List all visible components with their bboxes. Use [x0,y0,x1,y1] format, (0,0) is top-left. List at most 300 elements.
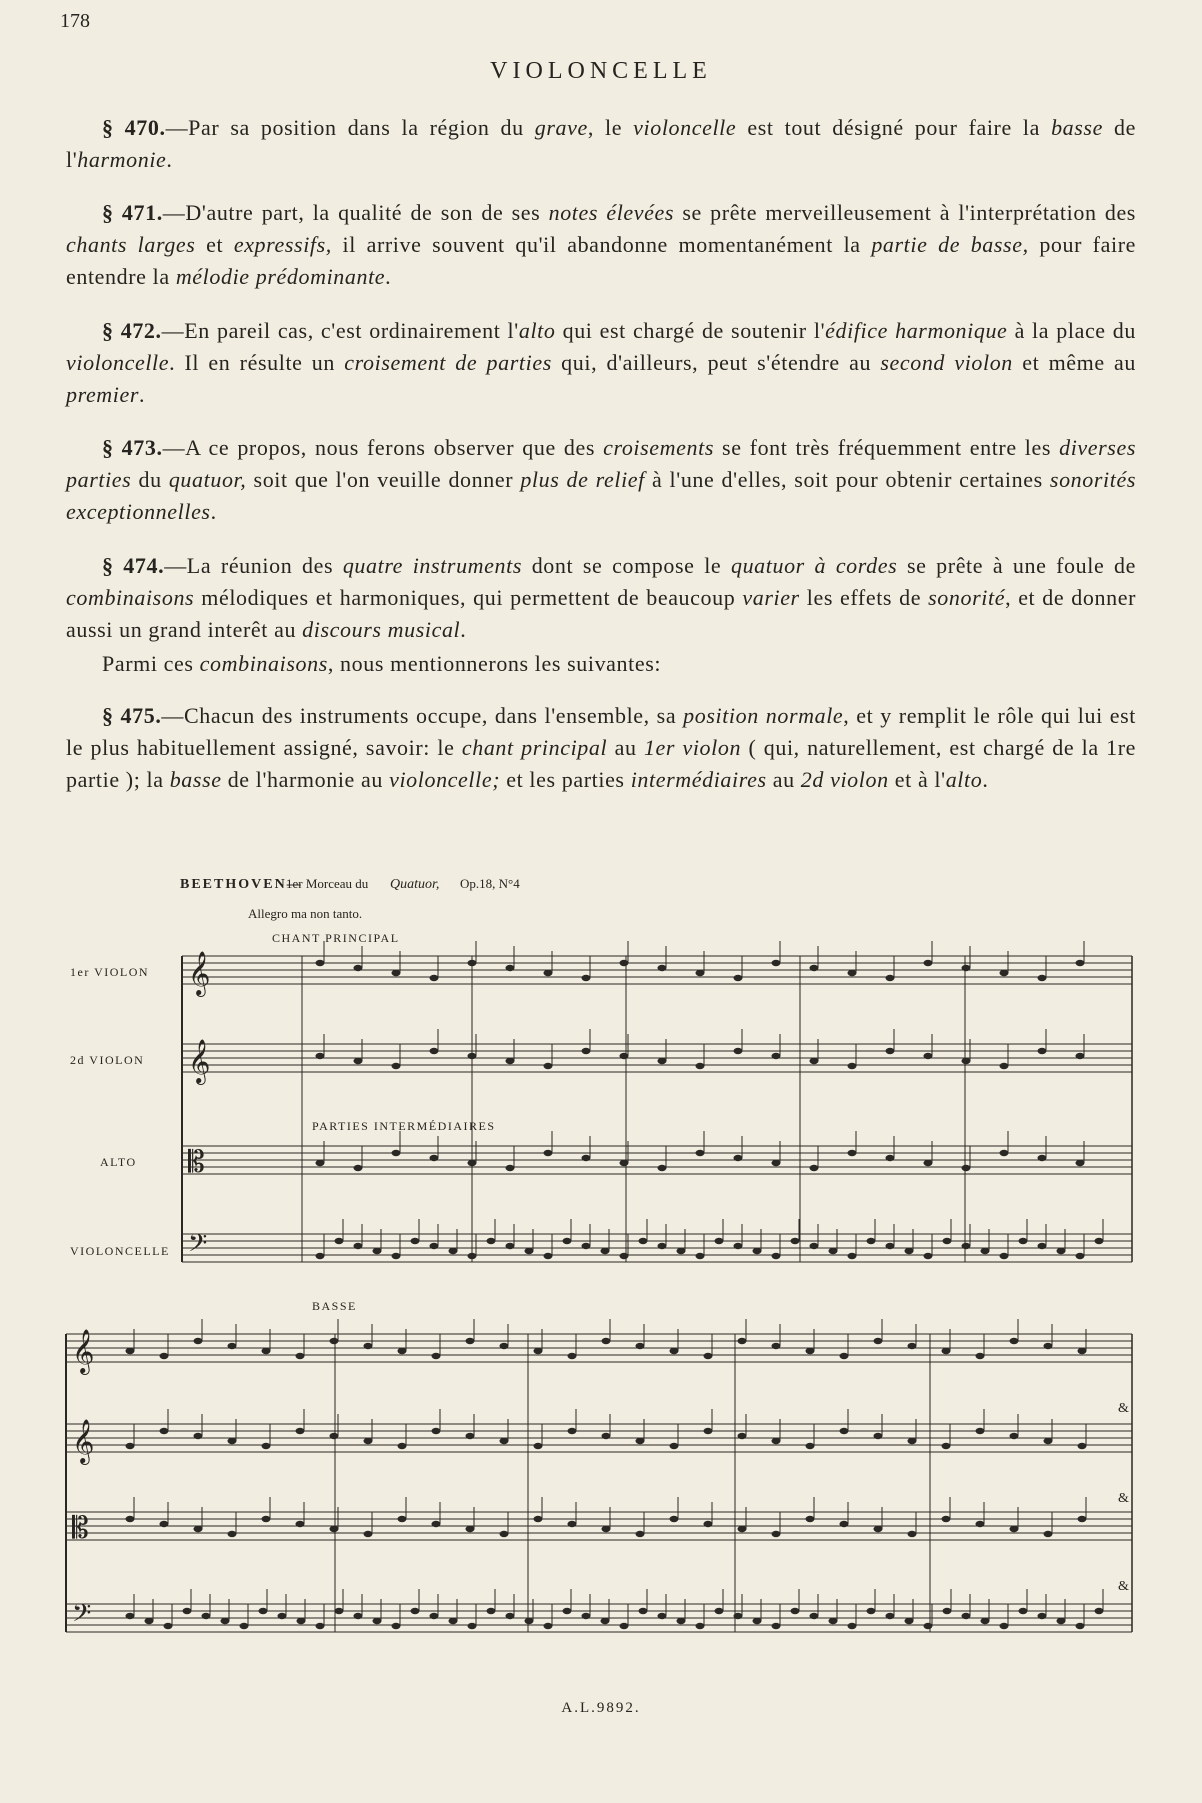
emphasis-text: combinaisons [199,651,328,676]
section-number: § 471. [102,200,163,225]
note-head [487,1608,496,1614]
emphasis-text: diverses parties [66,435,1136,492]
note-head [354,1613,363,1619]
emphasis-text: mélodie prédominante [175,264,386,289]
alto-clef-icon: 𝄡 [72,1512,89,1545]
note-head [867,1608,876,1614]
note-head [194,1338,203,1344]
note-head [354,1165,363,1171]
score-title: Quatuor, [390,877,440,892]
emphasis-text: violoncelle [633,115,737,140]
note-head [430,1613,439,1619]
note-head [1038,975,1047,981]
note-head [316,1623,325,1629]
note-head [924,1053,933,1059]
note-head [194,1526,203,1532]
note-head [810,965,819,971]
staff-label-alto: ALTO [100,1155,137,1169]
score-work: 1er Morceau du [286,876,369,891]
note-head [525,1618,534,1624]
note-head [1076,1253,1085,1259]
note-head [806,1516,815,1522]
note-head [1019,1608,1028,1614]
note-head [316,1160,325,1166]
note-head [886,1155,895,1161]
note-head [563,1608,572,1614]
note-head [432,1353,441,1359]
note-head [1038,1155,1047,1161]
note-head [1057,1618,1066,1624]
body-text: se prête à une foule de [897,553,1136,578]
note-head [160,1428,169,1434]
note-head [976,1428,985,1434]
emphasis-text: quatuor, [168,467,247,492]
note-head [335,1608,344,1614]
note-head [962,1058,971,1064]
body-text: au [607,735,644,760]
note-head [126,1348,135,1354]
note-head [466,1526,475,1532]
bass-clef-icon: 𝄢 [188,1230,208,1263]
note-head [620,1623,629,1629]
note-head [840,1353,849,1359]
note-head [602,1526,611,1532]
note-head [544,1253,553,1259]
note-head [183,1608,192,1614]
note-head [715,1608,724,1614]
emphasis-text: édifice harmonique [825,318,1008,343]
emphasis-text: combinaisons [66,585,195,610]
body-text: —Par sa position dans la région du [165,115,535,140]
body-text: mélodiques et harmoniques, qui permettent de beaucoup [194,585,743,610]
note-head [568,1521,577,1527]
note-head [1076,1623,1085,1629]
note-head [976,1353,985,1359]
note-head [228,1438,237,1444]
emphasis-text: varier [742,585,800,610]
note-head [772,1253,781,1259]
note-head [240,1623,249,1629]
note-head [848,970,857,976]
note-head [126,1443,135,1449]
body-text: se prête merveilleusement à l'interprétation des [674,200,1136,225]
note-head [202,1613,211,1619]
emphasis-text: chants larges [66,232,196,257]
body-text: à l'une d'elles, soit pour obtenir certaines [644,467,1050,492]
note-head [430,975,439,981]
note-head [1076,960,1085,966]
emphasis-text: violoncelle; [389,767,501,792]
note-head [1000,1253,1009,1259]
note-head [296,1353,305,1359]
body-text: . [166,147,173,172]
continuation-mark-1: & [1118,1401,1129,1416]
note-head [886,1243,895,1249]
note-head [753,1248,762,1254]
note-head [848,1623,857,1629]
note-head [1019,1238,1028,1244]
note-head [194,1433,203,1439]
emphasis-text: violoncelle [66,350,170,375]
body-text: et même au [1012,350,1136,375]
note-head [297,1618,306,1624]
body-text: . [460,617,467,642]
note-head [738,1433,747,1439]
note-head [500,1438,509,1444]
note-head [544,1150,553,1156]
note-head [658,1165,667,1171]
note-head [411,1238,420,1244]
chant-principal-label: CHANT PRINCIPAL [272,931,400,945]
note-head [772,1160,781,1166]
note-head [962,1165,971,1171]
note-head [658,1058,667,1064]
body-text: les effets de [799,585,929,610]
note-head [670,1443,679,1449]
note-head [639,1608,648,1614]
note-head [636,1531,645,1537]
emphasis-text: sonorités exceptionnelles [66,467,1136,524]
note-head [1000,970,1009,976]
note-head [506,1243,515,1249]
note-head [806,1348,815,1354]
note-head [810,1165,819,1171]
note-head [848,1063,857,1069]
note-head [734,1155,743,1161]
section-number: § 475. [102,703,162,728]
emphasis-text: croisement de parties [344,350,552,375]
note-head [466,1433,475,1439]
note-head [316,1253,325,1259]
note-head [620,1253,629,1259]
note-head [259,1608,268,1614]
note-head [1057,1248,1066,1254]
note-head [221,1618,230,1624]
note-head [468,1253,477,1259]
emphasis-text: croisements [603,435,714,460]
note-head [886,1048,895,1054]
note-head [829,1248,838,1254]
treble-clef-icon: 𝄞 [188,1041,211,1083]
note-head [962,965,971,971]
note-head [316,1053,325,1059]
body-text: . [385,264,392,289]
note-head [1000,1063,1009,1069]
parties-intermediaires-label: PARTIES INTERMÉDIAIRES [312,1119,496,1133]
note-head [696,1253,705,1259]
note-head [772,960,781,966]
note-head [1078,1443,1087,1449]
note-head [942,1443,951,1449]
note-head [976,1521,985,1527]
note-head [1076,1160,1085,1166]
note-head [1044,1438,1053,1444]
emphasis-text: partie de basse, [871,232,1029,257]
note-head [810,1243,819,1249]
note-head [696,970,705,976]
emphasis-text: position normale [683,703,844,728]
score-composer: BEETHOVEN— [180,877,303,892]
note-head [704,1521,713,1527]
note-head [942,1348,951,1354]
note-head [534,1348,543,1354]
note-head [354,1058,363,1064]
note-head [636,1438,645,1444]
note-head [1078,1516,1087,1522]
note-head [500,1531,509,1537]
note-head [354,1243,363,1249]
note-head [582,975,591,981]
note-head [886,1613,895,1619]
body-text: —En pareil cas, c'est ordinairement l' [161,318,519,343]
note-head [670,1516,679,1522]
note-head [1095,1238,1104,1244]
emphasis-text: expressifs, [233,232,332,257]
body-text: de l' [66,115,1136,172]
body-text: soit que l'on veuille donner [246,467,521,492]
note-heads [72,941,1104,1633]
note-head [1038,1613,1047,1619]
body-text: Parmi ces [102,651,200,676]
note-head [677,1248,686,1254]
body-text: à la place du [1007,318,1136,343]
body-text: est tout désigné pour faire la [736,115,1052,140]
body-text: , le [587,115,634,140]
note-head [278,1613,287,1619]
note-head [670,1348,679,1354]
note-head [677,1618,686,1624]
note-head [316,960,325,966]
page-number: 178 [60,10,90,32]
staff-label-violoncelle: VIOLONCELLE [70,1244,170,1258]
note-head [525,1248,534,1254]
note-head [582,1048,591,1054]
note-head [840,1428,849,1434]
staff-systems [66,956,1132,1632]
body-text: . Il en résulte un [169,350,345,375]
note-head [874,1338,883,1344]
body-text: , nous mentionnerons les suivantes: [327,651,662,676]
staff-label-violon2: 2d VIOLON [70,1053,145,1067]
note-head [506,965,515,971]
body-text: . [982,767,989,792]
note-head [228,1343,237,1349]
note-head [330,1526,339,1532]
body-text: —D'autre part, la qualité de son de ses [162,200,549,225]
note-head [1095,1608,1104,1614]
note-head [392,1253,401,1259]
body-text: au [766,767,801,792]
note-head [544,970,553,976]
note-head [1078,1348,1087,1354]
note-head [867,1238,876,1244]
note-head [126,1516,135,1522]
note-head [772,1438,781,1444]
note-head [924,1253,933,1259]
note-head [905,1248,914,1254]
basse-label: BASSE [312,1299,357,1313]
note-head [704,1353,713,1359]
emphasis-text: sonorité [928,585,1006,610]
note-head [354,965,363,971]
note-head [639,1238,648,1244]
note-head [1044,1531,1053,1537]
note-head [942,1516,951,1522]
emphasis-text: alto [945,767,983,792]
note-head [874,1433,883,1439]
note-head [734,1048,743,1054]
note-head [810,1058,819,1064]
note-head [924,960,933,966]
note-head [943,1238,952,1244]
treble-clef-icon: 𝄞 [72,1421,95,1463]
note-head [449,1618,458,1624]
note-head [468,1623,477,1629]
note-head [601,1618,610,1624]
note-head [373,1248,382,1254]
note-head [335,1238,344,1244]
alto-clef-icon: 𝄡 [188,1146,205,1179]
emphasis-text: intermédiaires [630,767,767,792]
note-head [1038,1243,1047,1249]
section-number: § 474. [102,553,165,578]
note-head [160,1521,169,1527]
note-head [563,1238,572,1244]
note-head [620,1053,629,1059]
note-head [330,1433,339,1439]
note-head [398,1516,407,1522]
note-head [810,1613,819,1619]
note-head [432,1521,441,1527]
emphasis-text: plus de relief [520,467,645,492]
note-head [160,1353,169,1359]
body-text: . [210,499,217,524]
note-head [544,1063,553,1069]
note-head [840,1521,849,1527]
note-head [601,1248,610,1254]
emphasis-text: second violon [880,350,1013,375]
treble-clef-icon: 𝄞 [188,953,211,995]
note-head [392,1150,401,1156]
note-head [734,975,743,981]
note-head [568,1353,577,1359]
plate-number: A.L.9892. [561,1700,641,1716]
section-number: § 472. [102,318,162,343]
body-text: de l'harmonie au [221,767,390,792]
note-head [602,1433,611,1439]
note-head [296,1521,305,1527]
note-head [430,1243,439,1249]
note-head [262,1516,271,1522]
note-head [704,1428,713,1434]
continuation-mark-3: & [1118,1579,1129,1594]
body-text: , et y remplit le rôle qui lui est le plus habituellement assigné, savoir: le [66,703,1136,760]
note-head [696,1150,705,1156]
body-text: dont se compose le [522,553,731,578]
note-head [636,1343,645,1349]
note-head [908,1343,917,1349]
note-head [582,1613,591,1619]
emphasis-text: premier [66,382,140,407]
note-head [620,960,629,966]
note-head [738,1526,747,1532]
note-head [228,1531,237,1537]
emphasis-text: basse [1051,115,1103,140]
note-head [582,1155,591,1161]
body-text: pour faire entendre la [66,232,1136,289]
note-head [364,1343,373,1349]
note-head [466,1338,475,1344]
note-head [411,1608,420,1614]
note-head [715,1238,724,1244]
emphasis-text: harmonie [77,147,167,172]
treble-clef-icon: 𝄞 [72,1331,95,1373]
note-head [330,1338,339,1344]
section-number: § 470. [102,115,166,140]
note-head [1010,1338,1019,1344]
emphasis-text: 2d violon [800,767,889,792]
body-text: ( qui, naturellement, est chargé de la 1re partie ); la [66,735,1136,792]
body-text: il arrive souvent qu'il abandonne momentanément la [331,232,872,257]
emphasis-text: quatuor à cordes [730,553,898,578]
note-head [544,1623,553,1629]
emphasis-text: discours musical [302,617,461,642]
tempo-marking: Allegro ma non tanto. [248,906,363,921]
note-head [772,1343,781,1349]
note-head [772,1053,781,1059]
note-head [1076,1053,1085,1059]
note-head [924,1623,933,1629]
note-head [696,1623,705,1629]
note-head [602,1338,611,1344]
note-head [432,1428,441,1434]
body-text: —Chacun des instruments occupe, dans l'ensemble, sa [161,703,684,728]
note-head [364,1438,373,1444]
note-head [392,1063,401,1069]
note-head [582,1243,591,1249]
note-head [1038,1048,1047,1054]
note-head [392,970,401,976]
body-text: et à l' [888,767,946,792]
emphasis-text: quatre instruments [342,553,522,578]
note-head [373,1618,382,1624]
note-head [534,1443,543,1449]
note-head [126,1613,135,1619]
emphasis-text: grave [534,115,588,140]
note-head [398,1348,407,1354]
note-head [1044,1343,1053,1349]
emphasis-text: alto [518,318,556,343]
note-head [738,1338,747,1344]
body-text: qui est chargé de soutenir l' [555,318,826,343]
body-text: et [195,232,234,257]
note-head [829,1618,838,1624]
note-head [468,1053,477,1059]
body-text: et les parties [500,767,631,792]
page-title: VIOLONCELLE [490,58,712,84]
note-head [468,1160,477,1166]
note-head [658,965,667,971]
note-head [848,1150,857,1156]
note-head [962,1243,971,1249]
bass-clef-icon: 𝄢 [72,1600,92,1633]
note-head [568,1428,577,1434]
note-head [734,1243,743,1249]
note-head [449,1248,458,1254]
note-head [886,975,895,981]
note-head [696,1063,705,1069]
note-head [791,1238,800,1244]
